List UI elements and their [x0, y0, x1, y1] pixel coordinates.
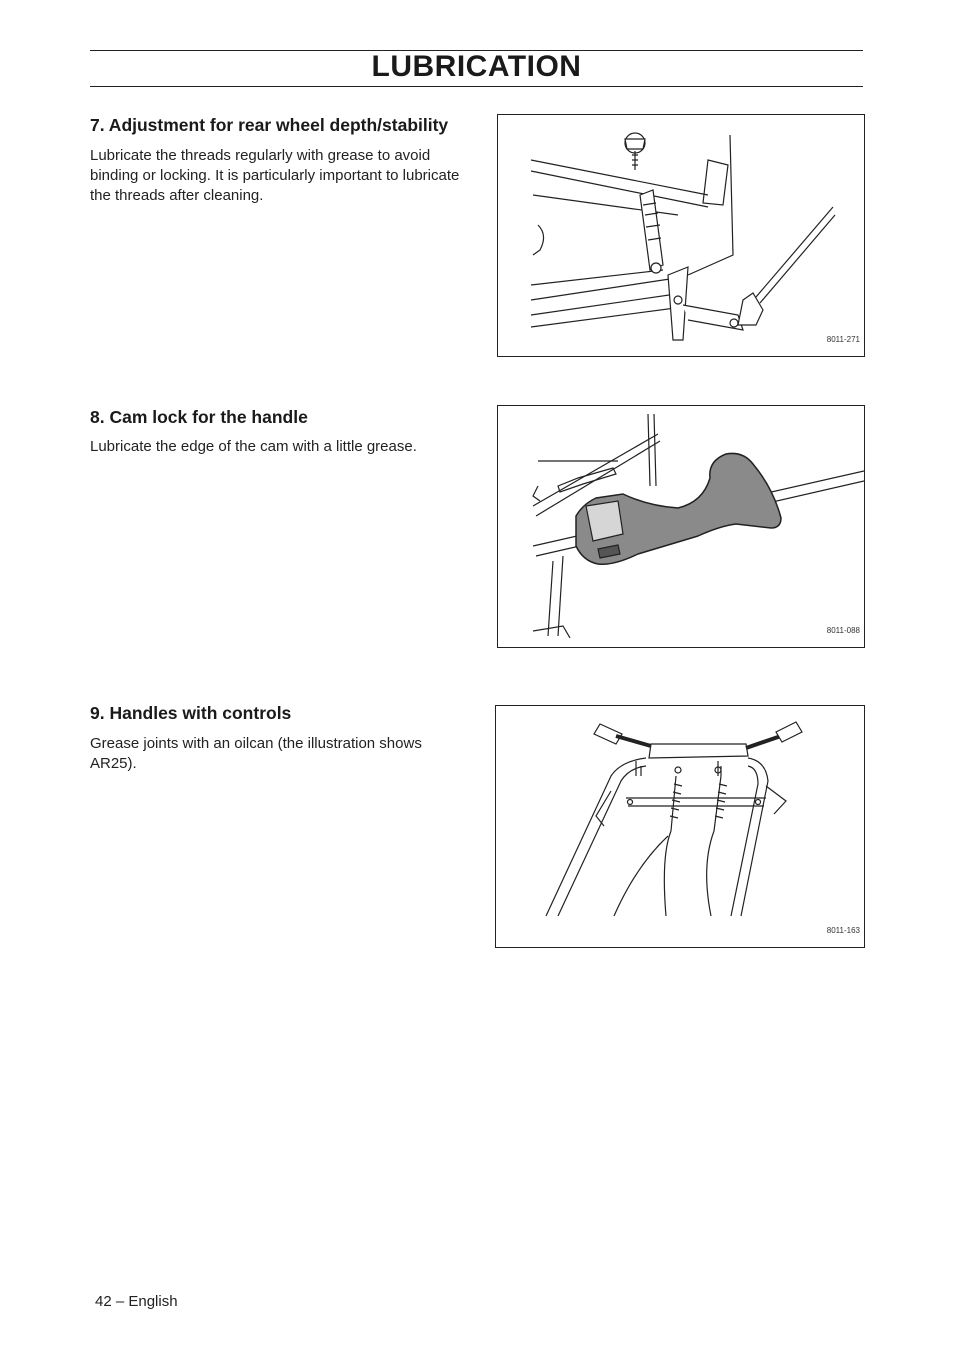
- section-body-handles: Grease joints with an oilcan (the illustration shows AR25).: [90, 735, 422, 772]
- figure-code-cam-lock: 8011-088: [826, 626, 860, 635]
- handles-illustration: [496, 706, 864, 947]
- figure-cam-lock: [497, 405, 865, 648]
- section-heading-handles: 9. Handles with controls: [90, 703, 292, 723]
- cam-lock-illustration: [498, 406, 864, 647]
- page-footer: 42 – English: [95, 1293, 178, 1310]
- figure-rear-wheel-adjustment: [497, 114, 865, 357]
- rear-wheel-illustration: [498, 115, 864, 356]
- figure-code-rear-wheel: 8011-271: [826, 335, 860, 344]
- section-heading-rear-wheel: 7. Adjustment for rear wheel depth/stability: [90, 115, 449, 135]
- page-title: LUBRICATION: [371, 50, 582, 83]
- section-heading-cam-lock: 8. Cam lock for the handle: [90, 407, 308, 427]
- figure-handles-controls: [495, 705, 865, 948]
- figure-code-handles: 8011-163: [826, 926, 860, 935]
- header-rule-bottom: [90, 86, 863, 87]
- section-body-cam-lock: Lubricate the edge of the cam with a little grease.: [90, 438, 417, 455]
- section-body-rear-wheel: Lubricate the threads regularly with grease to avoid binding or locking. It is particularly important to lubricate the threads after cleaning.: [90, 147, 460, 204]
